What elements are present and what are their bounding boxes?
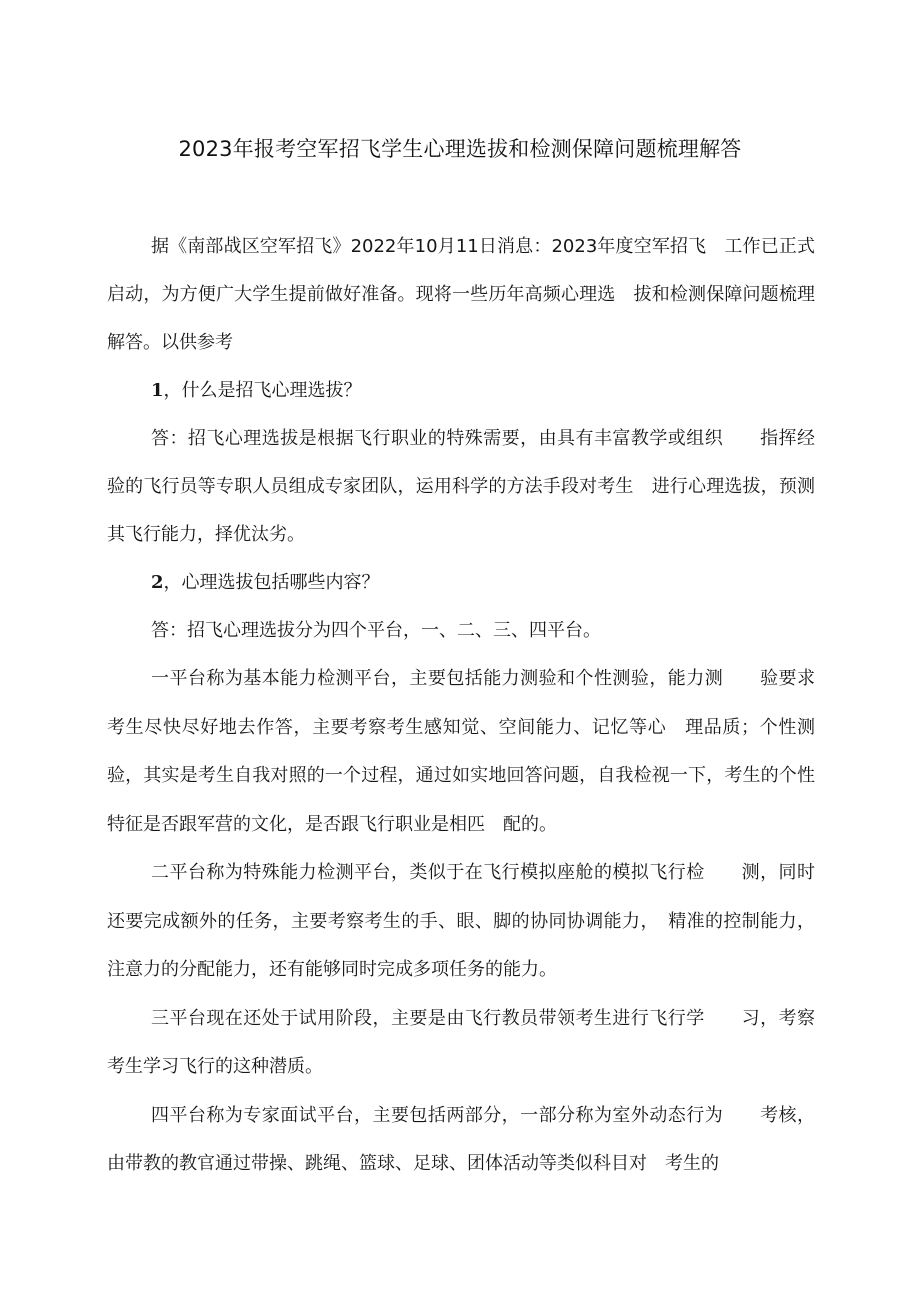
answer-2: 答：招飞心理选拔分为四个平台，一、二、三、四平台。 <box>151 620 601 641</box>
question-1 <box>107 367 815 415</box>
platform-3-paragraph: 三平台现在还处于试用阶段，主要是由飞行教员带领考生进行飞行学 习，考察考生学习飞行的这种潜质。 <box>107 1007 815 1077</box>
platform-4-paragraph: 四平台称为专家面试平台，主要包括两部分，一部分称为室外动态行为 考核，由带教的教官通过带操、跳绳、篮球、足球、团体活动等类似科目对 考生的 <box>107 1104 815 1174</box>
document-title: 2023年报考空军招飞学生心理选拔和检测保障问题梳理解答 <box>178 137 742 161</box>
intro-paragraph: 据《南部战区空军招飞》2022年10月11日消息：2023年度空军招飞 工作已正式启动，为方便广大学生提前做好准备。现将一些历年高频心理选 拔和检测保障问题梳理解答。以供参考 <box>107 236 815 353</box>
question-2 <box>107 559 815 607</box>
platform-1-paragraph: 一平台称为基本能力检测平台，主要包括能力测验和个性测验，能力测 验要求考生尽快尽好地去作答，主要考察考生感知觉、空间能力、记忆等心 理品质；个性测验，其实是考生自我对照的一个过程，通过如实地回答问题，自我检视一下，考生的个性特征是否跟军营的文化，是否跟飞行职业是相匹 配的。 <box>107 668 815 835</box>
question-1-number: 1 <box>151 380 164 401</box>
question-1-text: ，什么是招飞心理选拔？ <box>163 380 362 401</box>
answer-1: 答：招飞心理选拔是根据飞行职业的特殊需要，由具有丰富教学或组织 指挥经验的飞行员等专职人员组成专家团队，运用科学的方法手段对考生 进行心理选拔，预测其飞行能力，择优汰劣。 <box>107 428 815 545</box>
platform-2-paragraph: 二平台称为特殊能力检测平台，类似于在飞行模拟座舱的模拟飞行检 测，同时还要完成额外的任务，主要考察考生的手、眼、脚的协同协调能力， 精准的控制能力，注意力的分配能力，还有能够同时完成多项任务的能力。 <box>107 862 815 980</box>
question-2-text: ，心理选拔包括哪些内容？ <box>163 572 380 593</box>
question-2-number: 2 <box>151 572 164 593</box>
document-body <box>107 223 815 1189</box>
